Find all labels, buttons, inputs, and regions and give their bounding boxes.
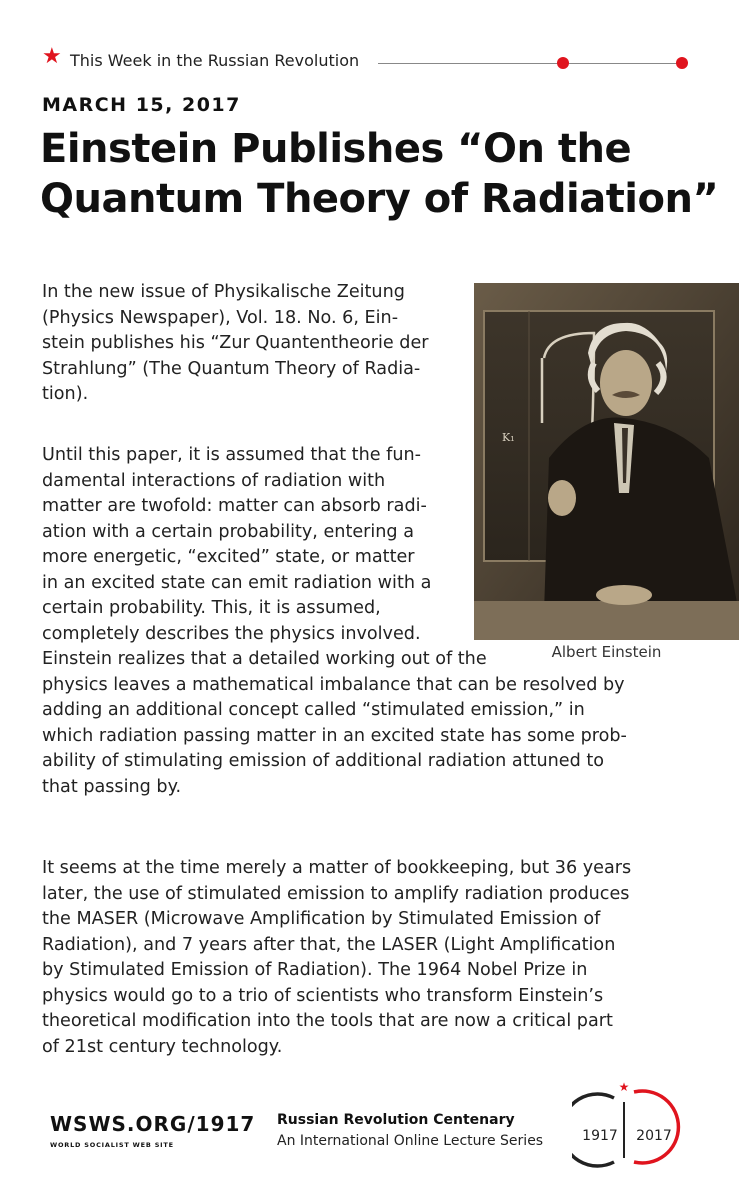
text-line: the MASER (Microwave Amplification by Stimulated Emission of (42, 909, 601, 929)
wsws-logo[interactable]: WSWS.ORG/1917 (50, 1112, 256, 1136)
centenary-emblem (572, 1080, 688, 1170)
section-kicker: This Week in the Russian Revolution (70, 51, 360, 70)
emblem-right-year: 2017 (636, 1128, 672, 1144)
timeline-line (378, 63, 682, 64)
timeline-dot (557, 57, 569, 69)
emblem-star-icon: ★ (618, 1080, 630, 1094)
headline-line: Einstein Publishes “On the (40, 126, 632, 172)
text-line: which radiation passing matter in an excited state has some prob- (42, 725, 627, 746)
board-label: K₁ (502, 431, 515, 444)
paragraph-1 (42, 280, 429, 408)
paragraph-3 (42, 856, 631, 1060)
article-date: MARCH 15, 2017 (42, 94, 241, 116)
text-line: in an excited state can emit radiation with a (42, 572, 432, 593)
text-line: of 21st century technology. (42, 1036, 283, 1057)
text-line: Radiation), and 7 years after that, the LASER (Light Amplification (42, 934, 616, 955)
series-subtitle: An International Online Lecture Series (277, 1133, 544, 1149)
text-line: tion). (42, 384, 89, 404)
paragraph-2 (42, 443, 627, 800)
text-line: theoretical modification into the tools that are now a critical part (42, 1011, 613, 1031)
text-line: Strahlung” (The Quantum Theory of Radia- (42, 358, 421, 379)
text-line: that passing by. (42, 776, 182, 797)
text-line: ation with a certain probability, entering a (42, 521, 414, 542)
timeline-dot (676, 57, 688, 69)
text-line: completely describes the physics involved. (42, 623, 421, 644)
series-title: Russian Revolution Centenary (277, 1112, 515, 1128)
emblem-left-year: 1917 (582, 1128, 618, 1144)
headline (40, 124, 730, 224)
text-line: matter are twofold: matter can absorb radi- (42, 496, 427, 516)
text-line: (Physics Newspaper), Vol. 18. No. 6, Ein- (42, 307, 399, 328)
text-line: physics leaves a mathematical imbalance that can be resolved by (42, 674, 625, 695)
text-line: Until this paper, it is assumed that the fun- (42, 445, 421, 465)
text-line: Einstein realizes that a detailed working out of the (42, 649, 487, 669)
text-line: later, the use of stimulated emission to amplify radiation produces (42, 883, 630, 904)
wsws-logo-subtitle: WORLD SOCIALIST WEB SITE (50, 1141, 174, 1149)
text-line: ability of stimulating emission of additional radiation attuned to (42, 751, 605, 771)
star-icon: ★ (42, 44, 62, 69)
text-line: It seems at the time merely a matter of bookkeeping, but 36 years (42, 858, 632, 878)
headline-line: Quantum Theory of Radiation” (40, 176, 719, 222)
text-line: physics would go to a trio of scientists who transform Einstein’s (42, 985, 604, 1006)
text-line: by Stimulated Emission of Radiation). The 1964 Nobel Prize in (42, 960, 588, 980)
text-line: In the new issue of Physikalische Zeitung (42, 282, 405, 302)
emblem-right-arc (634, 1091, 678, 1163)
text-line: adding an additional concept called “stimulated emission,” in (42, 700, 585, 720)
top-bar (42, 44, 692, 74)
text-line: stein publishes his “Zur Quantentheorie der (42, 333, 429, 353)
text-line: certain probability. This, it is assumed, (42, 598, 381, 618)
photo-caption: Albert Einstein (551, 643, 662, 661)
text-line: more energetic, “excited” state, or matter (42, 547, 415, 567)
text-line: damental interactions of radiation with (42, 470, 386, 491)
